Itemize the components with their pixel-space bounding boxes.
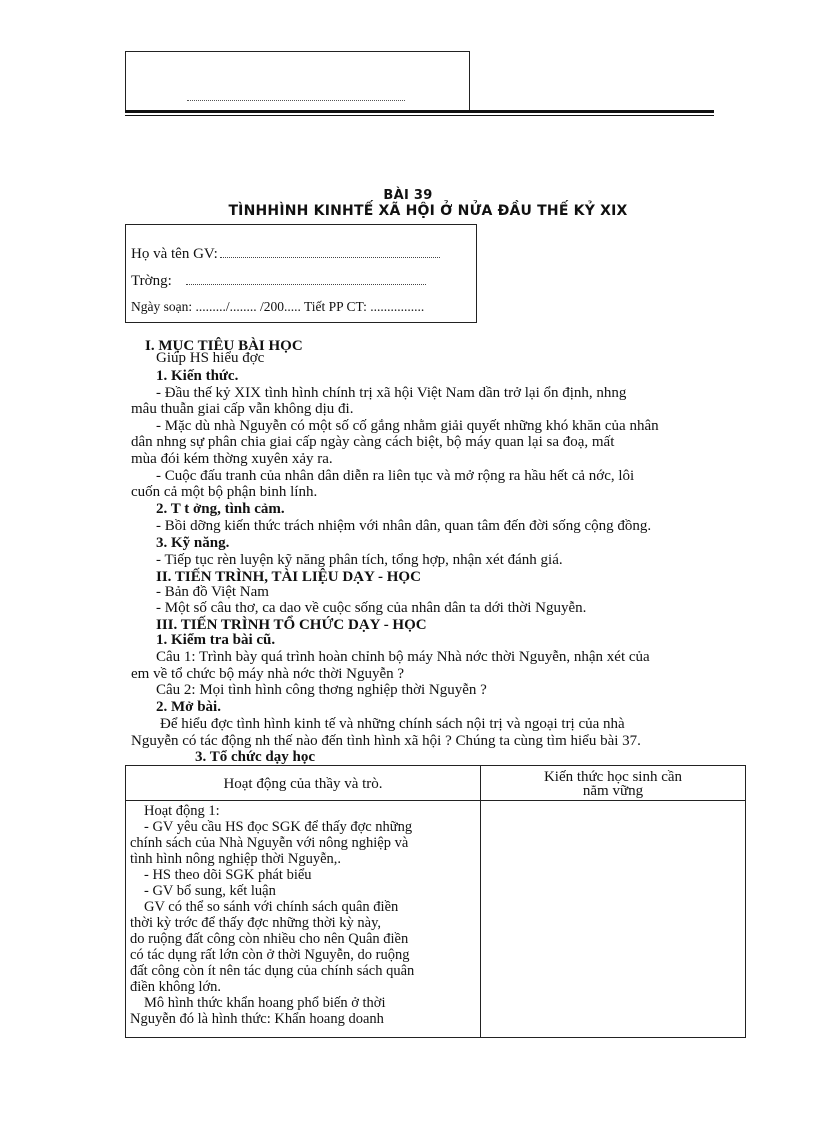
body-line: - Tiếp tục rèn luyện kỹ năng phân tích, tổng hợp, nhận xét đánh giá. — [156, 552, 563, 568]
col1-header — [126, 766, 481, 801]
body-line: Câu 1: Trình bày quá trình hoàn chỉnh bộ máy Nhà nớc thời Nguyễn, nhận xét của — [156, 649, 650, 665]
activity-text — [126, 801, 480, 1036]
body-line: dân nhng sự phân chia giai cấp ngày càng cách biệt, bộ máy quan lại sa đoạ, mất — [131, 434, 615, 450]
header-rule-thin — [125, 115, 714, 116]
col2-header-line1: Kiến thức học sinh cần — [543, 769, 683, 785]
body-line: - Bồi dỡng kiến thức trách nhiệm với nhân dân, quan tâm đến đời sống cộng đồng. — [156, 518, 652, 534]
activity-line: - GV yêu cầu HS đọc SGK để thấy đợc những — [144, 819, 413, 835]
col1-content — [126, 801, 481, 1038]
activity-line: tình hình nông nghiệp thời Nguyễn,. — [130, 851, 342, 867]
school-label: Trờng: — [131, 273, 172, 289]
body-line: - Đầu thế kỷ XIX tình hình chính trị xã hội Việt Nam dần trở lại ổn định, nhng — [156, 385, 627, 401]
knowledge-heading: 1. Kiến thức. — [156, 368, 239, 384]
skills-heading: 3. Kỹ năng. — [156, 535, 230, 551]
col2-header-line2: nắm vững — [582, 785, 644, 798]
attitude-heading: 2. T t ởng, tình cảm. — [156, 501, 285, 517]
body-line: mùa đói kém thờng xuyên xảy ra. — [131, 451, 333, 467]
review-heading: 1. Kiểm tra bài cũ. — [156, 632, 276, 648]
activity-line: có tác dụng rất lớn còn ở thời Nguyễn, do ruộng — [130, 947, 410, 963]
activity-table — [125, 765, 746, 1038]
activity-line: thời kỳ trớc để thấy đợc những thời kỳ này, — [130, 915, 382, 931]
section-3-heading: III. TIẾN TRÌNH TỔ CHỨC DẠY - HỌC — [156, 617, 427, 633]
date-row: Ngày soạn: ........./........ /200..... Tiết PP CT: ................ — [131, 299, 425, 314]
activity-line: Mô hình thức khẩn hoang phổ biến ở thời — [144, 995, 386, 1011]
opening-heading: 2. Mở bài. — [156, 699, 221, 715]
activity-line: điền không lớn. — [130, 979, 222, 995]
activity-line: Nguyễn đó là hình thức: Khẩn hoang doanh — [130, 1011, 384, 1027]
section-1-heading: I. MỤC TIÊU BÀI HỌC — [145, 338, 303, 354]
header-box — [125, 51, 470, 111]
teacher-name-row — [131, 246, 440, 263]
body-line: mâu thuẫn giai cấp vẫn không dịu đi. — [131, 401, 354, 417]
teacher-dots — [220, 257, 440, 258]
body-line: Nguyễn có tác động nh thế nào đến tình hình xã hội ? Chúng ta cùng tìm hiểu bài 37. — [131, 733, 641, 749]
organize-heading: 3. Tổ chức dạy học — [195, 749, 315, 765]
teacher-label: Họ và tên GV: — [131, 246, 218, 262]
header-rule-thick — [125, 110, 714, 113]
activity-line: do ruộng đất công còn nhiều cho nên Quân điền — [130, 931, 409, 947]
body-line: - Cuộc đấu tranh của nhân dân diễn ra liên tục và mở rộng ra hầu hết cả nớc, lôi — [156, 468, 635, 484]
body-line: - Mặc dù nhà Nguyễn có một số cố gắng nhằm giải quyết những khó khăn của nhân — [156, 418, 659, 434]
lesson-title: TÌNHHÌNH KINHTẾ XÃ HỘI Ở NỬA ĐẦU THẾ KỶ XIX — [228, 203, 628, 219]
section-2-heading: II. TIẾN TRÌNH, TÀI LIỆU DẠY - HỌC — [156, 569, 421, 585]
activity-line: - GV bổ sung, kết luận — [144, 883, 276, 899]
activity-line: chính sách của Nhà Nguyễn với nông nghiệp và — [130, 835, 409, 851]
col2-content — [481, 801, 746, 1038]
body-line: - Bản đồ Việt Nam — [156, 584, 269, 600]
header-dotted-line — [187, 100, 405, 101]
body-line: cuốn cả một bộ phận binh lính. — [131, 484, 318, 500]
activity-line: GV có thể so sánh với chính sách quân điền — [144, 899, 399, 915]
activity-line: đất công còn ít nên tác dụng của chính sách quân — [130, 963, 415, 979]
activity-line: - HS theo dõi SGK phát biểu — [144, 867, 312, 883]
col1-header-text: Hoạt động của thầy và trò. — [223, 776, 383, 792]
col2-header — [481, 766, 746, 801]
activity-heading: Hoạt động 1: — [144, 803, 220, 819]
body-line: Để hiểu đợc tình hình kinh tế và những chính sách nội trị và ngoại trị của nhà — [160, 716, 625, 732]
intro-line: Giúp HS hiểu đợc — [156, 350, 265, 366]
table-row — [126, 801, 746, 1038]
table-header-row — [126, 766, 746, 801]
school-dots — [186, 284, 426, 285]
body-line: em về tổ chức bộ máy nhà nớc thời Nguyễn ? — [131, 666, 405, 682]
lesson-number: BÀI 39 — [383, 188, 433, 203]
school-row — [131, 273, 426, 290]
body-line: - Một số câu thơ, ca dao về cuộc sống của nhân dân ta dới thời Nguyễn. — [156, 600, 587, 616]
body-line: Câu 2: Mọi tình hình công thơng nghiệp thời Nguyễn ? — [156, 682, 487, 698]
